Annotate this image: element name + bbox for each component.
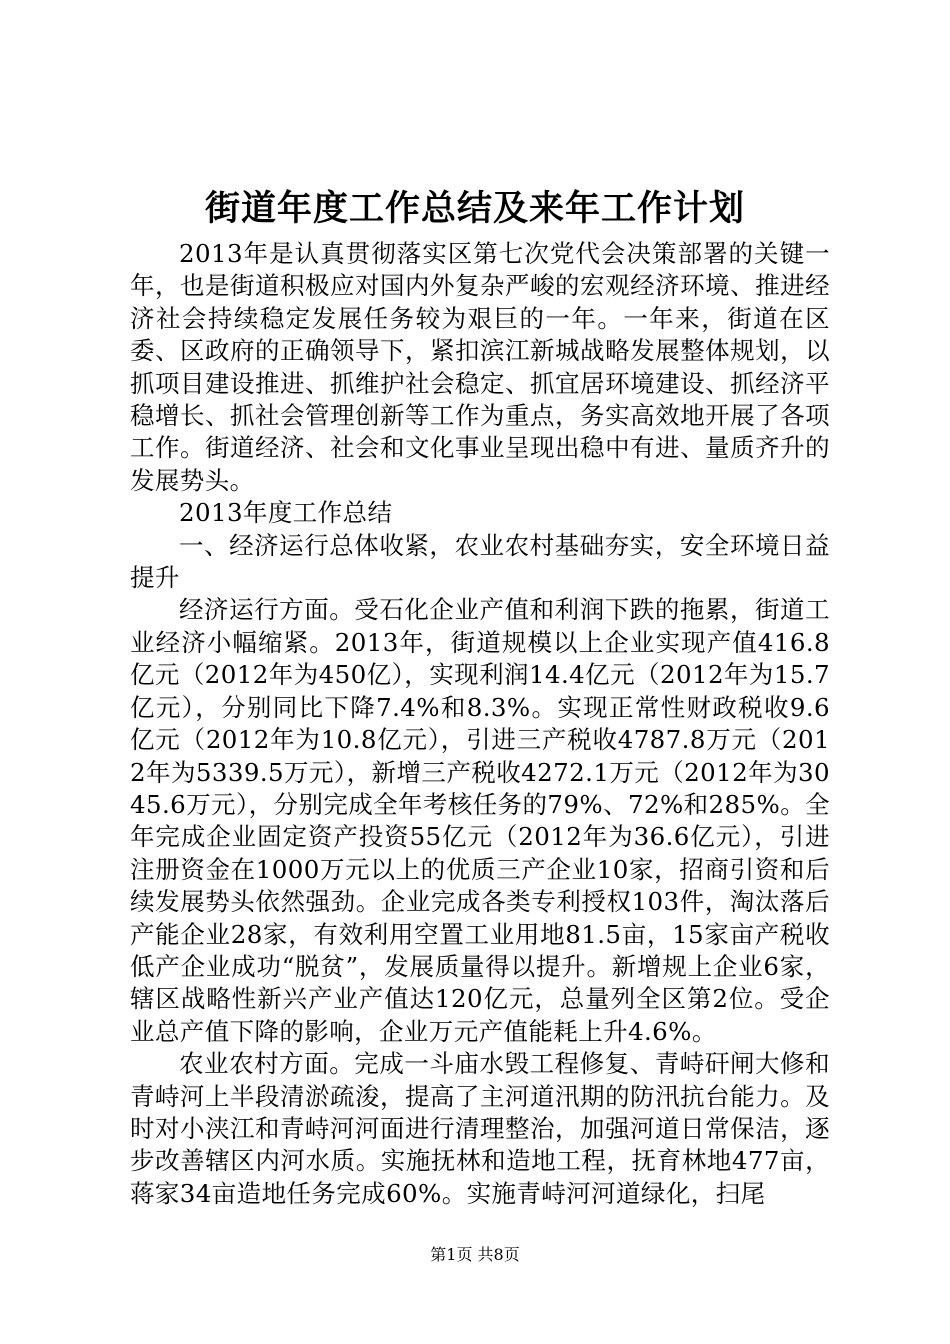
paragraph-economy: 经济运行方面。受石化企业产值和利润下跌的拖累，街道工业经济小幅缩紧。2013年，街道规模以上企业实现产值416.8亿元（2012年为450亿），实现利润14.4亿元（2012年为15.7亿元），分别同比下降7.4%和8.3%。实现正常性财政税收9.6亿元（2012年为10.8亿元），引进三产税收4787.8万元（2012年为5339.5万元），新增三产税收4272.1万元（2012年为3045.6万元），分别完成全年考核任务的79%、72%和285%。全年完成企业固定资产投资55亿元（2012年为36.6亿元），引进注册资金在1000万元以上的优质三产企业10家，招商引资和后续发展势头依然强劲。企业完成各类专利授权103件，淘汰落后产能企业28家，有效利用空置工业用地81.5亩，15家亩产税收低产企业成功“脱贫”，发展质量得以提升。新增规上企业6家，辖区战略性新兴产业产值达120亿元，总量列全区第2位。受企业总产值下降的影响，企业万元产值能耗上升4.6%。 [130, 595, 830, 1046]
document-body [130, 238, 830, 1210]
paragraph-intro: 2013年是认真贯彻落实区第七次党代会决策部署的关键一年，也是街道积极应对国内外复杂严峻的宏观经济环境、推进经济社会持续稳定发展任务较为艰巨的一年。一年来，街道在区委、区政府的正确领导下，紧扣滨江新城战略发展整体规划，以抓项目建设推进、抓维护社会稳定、抓宜居环境建设、抓经济平稳增长、抓社会管理创新等工作为重点，务实高效地开展了各项工作。街道经济、社会和文化事业呈现出稳中有进、量质齐升的发展势头。 [130, 239, 830, 495]
section-heading-summary: 2013年度工作总结 [179, 498, 393, 528]
document-title: 街道年度工作总结及来年工作计划 [204, 188, 745, 229]
paragraph-agriculture: 农业农村方面。完成一斗庙水毁工程修复、青峙矸闸大修和青峙河上半段清淤疏浚，提高了主河道汛期的防汛抗台能力。及时对小浃江和青峙河河面进行清理整治，加强河道日常保洁，逐步改善辖区内河水质。实施抚林和造地工程，抚育林地477亩，蒋家34亩造地任务完成60%。实施青峙河河道绿化，扫尾 [130, 1049, 830, 1208]
section-heading-economy: 一、经济运行总体收紧，农业农村基础夯实，安全环境日益提升 [130, 530, 830, 593]
page-footer: 第1页 共8页 [430, 1245, 520, 1264]
